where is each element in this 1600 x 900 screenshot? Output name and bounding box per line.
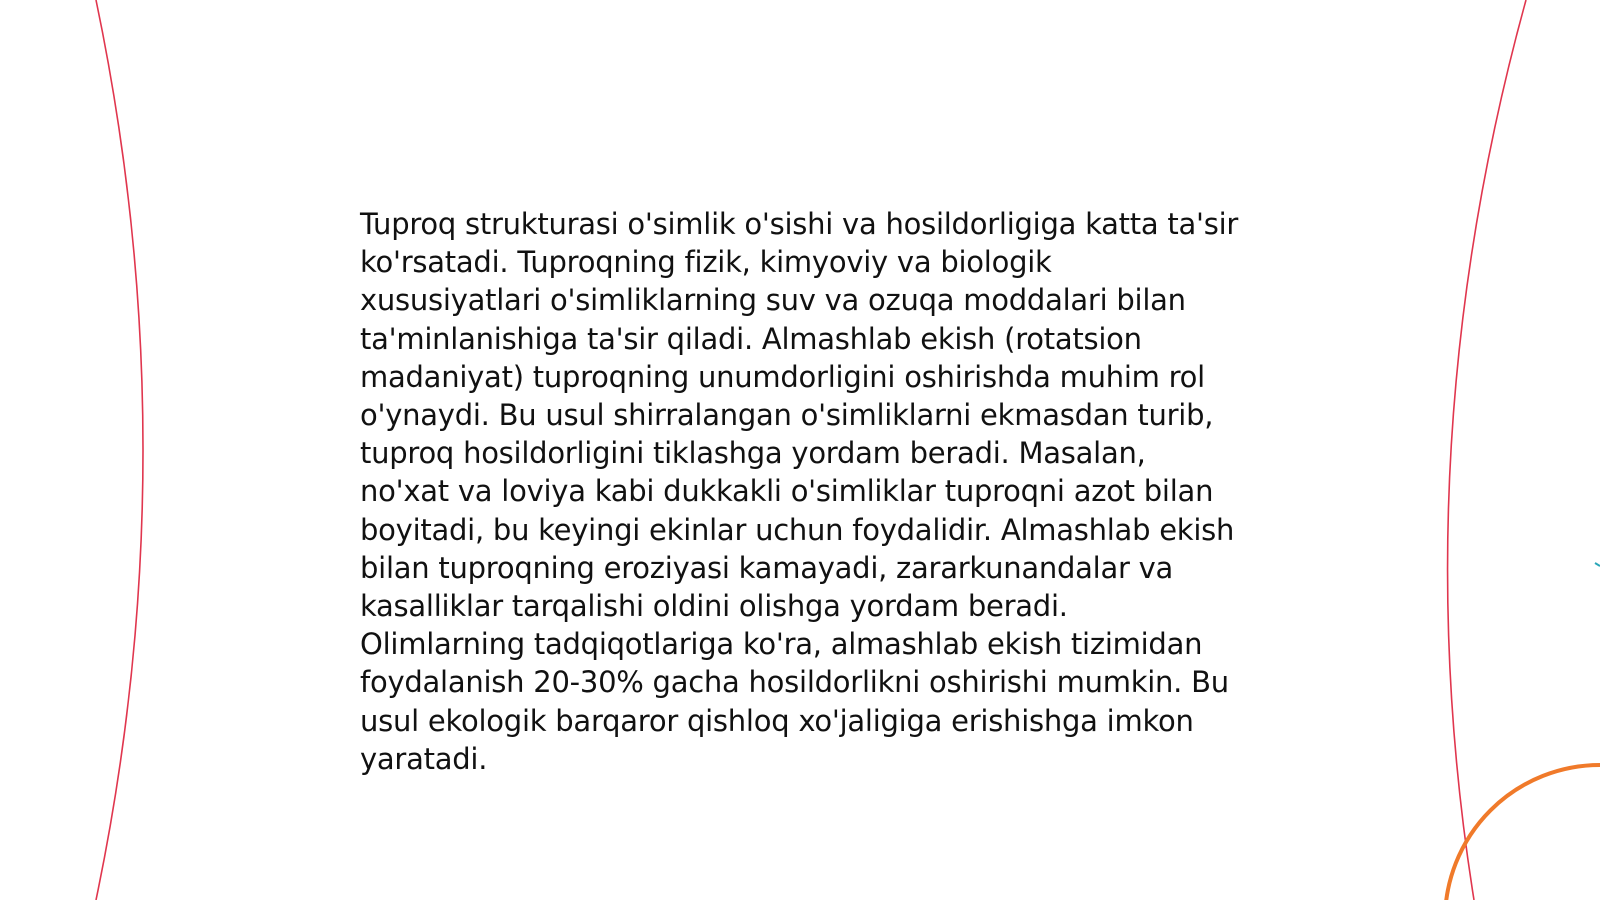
teal-accent-mark xyxy=(1595,563,1600,566)
orange-decorative-arc xyxy=(1445,765,1600,900)
left-decorative-curve xyxy=(96,0,143,900)
right-decorative-curve xyxy=(1448,0,1526,900)
slide-body-text: Tuproq strukturasi o'simlik o'sishi va hosildorligiga katta ta'sir ko'rsatadi. Tuproqning fizik, kimyoviy va biologik xususiyatlari o'simliklarning suv va ozuqa moddalari bilan ta'minlanishiga ta'sir qiladi. Almashlab ekish (rotatsion madaniyat) tuproqning unumdorligini oshirishda muhim rol o'ynaydi. Bu usul shirralangan o'simliklarni ekmasdan turib, tuproq hosildorligini tiklashga yordam beradi. Masalan, no'xat va loviya kabi dukkakli o'simliklar tuproqni azot bilan boyitadi, bu keyingi ekinlar uchun foydalidir. Almashlab ekish bilan tuproqning eroziyasi kamayadi, zararkunandalar va kasalliklar tarqalishi oldini olishga yordam beradi. Olimlarning tadqiqotlariga ko'ra, almashlab ekish tizimidan foydalanish 20-30% gacha hosildorlikni oshirishi mumkin. Bu usul ekologik barqaror qishloq xo'jaligiga erishishga imkon yaratadi. xyxy=(360,207,1239,776)
